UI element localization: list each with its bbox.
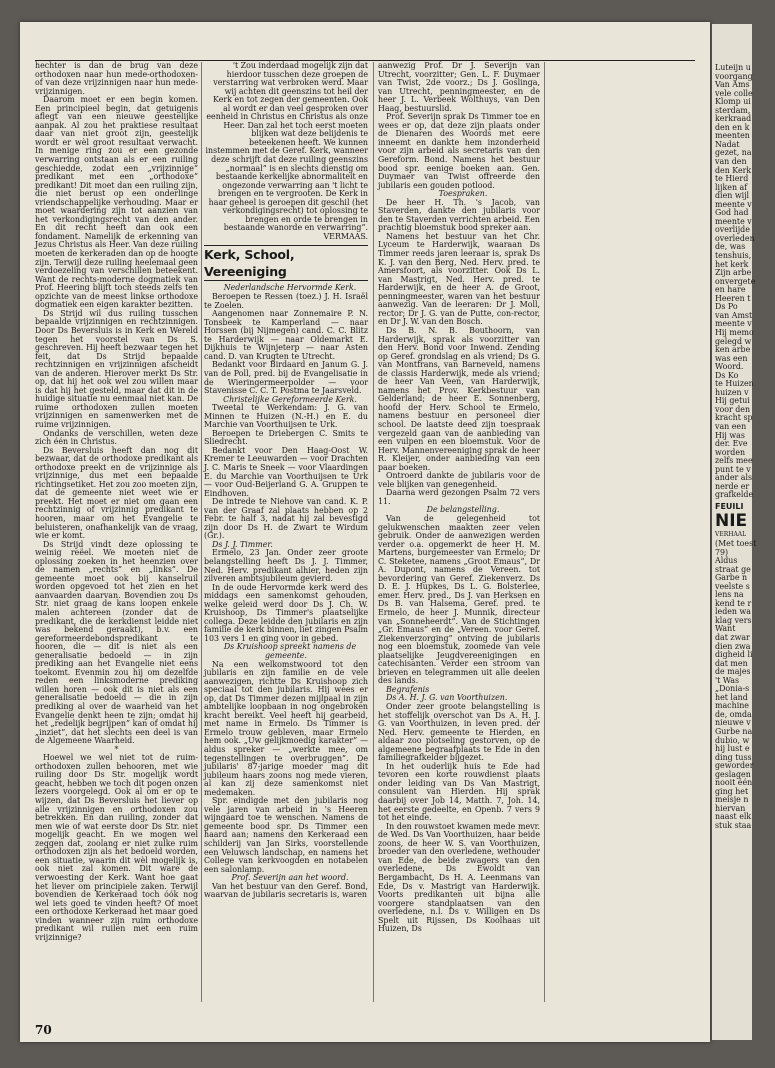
paragraph: In den rouwstoet kwamen mede mevr. de Wed. Ds Van Voorthuizen, haar beide zoons, de heer W. S. van Voorthuizen, broeder van den overledene, wethouder van Ede, de beide zwagers van den overledene, Ds Ewoldt van Bergambacht, Ds H. A. Leenmans van Ede, Ds v. Mastrigt van Harderwijk. Voorts predikanten uit bijna alle voorgere standplaatsen van den overledene, n.l. Ds v. Willigen en Ds Spelt uit Rijssen, Ds Koolhaas uit Huizen, Ds: [378, 821, 540, 934]
text-line: Want: [715, 624, 736, 634]
text-line: God had: [715, 208, 749, 218]
text-line: ding tuss: [715, 752, 752, 762]
paragraph: De heer H. Th. 's Jacob, van Staverden, dankte den jubilaris voor den te Staverden verrichten arbeid. Een prachtig bloemstuk bood spreker aan.: [378, 197, 540, 233]
paragraph: Bedankt voor Den Haag-Oost W. Kremer te Leeuwarden — voor Drachten J. C. Maris te Sneek — voor Vlaardingen E. du Marchie van Voorthuijsen te Urk — voor Oud-Beijerland G. A. Gruppen te Eindhoven.: [204, 445, 368, 498]
text-line: ander als: [715, 473, 753, 483]
text-line: huizen v: [715, 387, 749, 397]
column-divider: [201, 62, 202, 1002]
text-line: dat zwar: [715, 633, 750, 642]
text-line: worden: [715, 447, 746, 457]
column-divider: [373, 62, 374, 1002]
adjacent-page-edge: [712, 24, 757, 1040]
text-line: overleden: [715, 233, 755, 243]
text-line: onvergete: [715, 276, 756, 286]
text-line: vele colle: [715, 88, 753, 98]
paragraph: 't Zou inderdaad mogelijk zijn dat hierdoor tusschen deze groepen de verstarring wat verbroken werd. Maar wij achten dit geenszins tot heil der Kerk en tot zegen der gemeenten. Ook al wordt er dan veel gesproken over eenheid in Christus en Christus als onze Heer. Dan zal het toch eerst moeten blijken wat deze belijdenis te beteekenen heeft. We kunnen instemmen met de Geref. Kerk, wanneer deze schrijft dat deze ruiling geenszins „normaal” is en slechts dienstig om bestaande kerkelijke abnormaliteit en ongezonde verwarring aan 't licht te brengen en te vergrooten. De Kerk in haar geheel is geroepen dit geschil (het verkondigingsrecht) tot oplossing te brengen en orde te brengen in bestaande wanorde en verwarring”. VERMAAS.: [205, 61, 368, 241]
column-1: [35, 62, 198, 992]
text-line: Ds Po: [715, 302, 738, 312]
section-heading: Kerk, School, Vereeniging: [204, 245, 368, 281]
paragraph: Daarna werd gezongen Psalm 72 vers 11.: [378, 488, 540, 506]
paragraph: Prof. Severijn aan het woord.: [231, 873, 349, 883]
text-line: Ds Ko: [715, 370, 739, 380]
text-line: Luteijn u: [715, 63, 751, 72]
paragraph: Onder zeer groote belangstelling is het stoffelijk overschot van Ds A. H. J. G. van Voorthuizen, in leven pred. der Ned. Herv. gemeente te Hierden, en aldaar zoo plotseling gestorven, op de algemeene begraafplaats te Ede in den familiegrafkelder bijgezet.: [378, 702, 540, 763]
text-line: van Amst: [715, 310, 753, 320]
paragraph: Ds Kruishoop spreekt namens de gemeente.: [223, 642, 357, 660]
text-line: dat men: [715, 658, 748, 668]
text-line: nerde er: [715, 481, 750, 491]
feuilleton-label: FEUILI: [715, 501, 744, 511]
text-line: lens na: [715, 590, 744, 600]
text-line: machine: [715, 701, 749, 711]
paragraph: Ds A. H. J. G. van Voorthuizen.: [386, 693, 508, 703]
text-line: ging het: [715, 786, 749, 796]
paragraph: Begrafenis: [386, 684, 430, 694]
newspaper-page: [20, 22, 710, 1042]
text-line: Woord.: [715, 362, 744, 372]
text-line: meente v: [715, 319, 752, 329]
column-2: [204, 62, 368, 992]
column-3: [378, 62, 540, 992]
text-line: voorgang: [715, 71, 753, 81]
text-line: straat ge: [715, 564, 751, 574]
paragraph: Hoewel we wel niet tot de ruim-orthodoxen zullen behooren, met wie ruiling door Ds Str. mogelijk wordt geacht, hebben we toch dit pogen onzen lezers voorgelegd. Ook al om er op te wijzen, dat Ds Beversluis het liever op alle vrijzinnigen en orthodoxen zou betrekken. En dan ruiling, zonder dat men wie of wat eerste door Ds Str. niet mogelijk geacht. En we mogen wel zeggen dat, zoolang er niet zulke ruim orthodoxen zijn als het bedoeld worden, een situatie, waarin dit wèl mogelijk is, ook niet zal komen. Dit ware de verwoesting der Kerk. Want hoe gaat het liever om principiele zaken. Terwijl bovendien de Kerkeraad toch óók nog wel iets goed te vinden heeft? Of moet een orthodoxe Kerkeraad het maar goed vinden wanneer zijn ruim orthodoxe predikant wil ruilen met een ruim vrijzinnige?: [35, 753, 198, 942]
text-line: tenshuis,: [715, 251, 752, 261]
text-line: kend te r: [715, 598, 752, 608]
paragraph: Spr. eindigde met den jubilaris nog vele jaren van arbeid in 's Heeren wijngaard toe te wenschen. Namens de gemeente bood spr. Ds Timmer een haard aan; namens den Kerkeraad een schilderij van Jan Sirks, voorstellende een Veluwsch landschap, en namens het College van kerkvoogden en notabelen een salonlamp.: [204, 796, 368, 874]
paragraph: Beroepen te Ressen (toez.) J. H. Israël te Zoelen.: [204, 292, 368, 310]
paragraph: Bedankt voor Birdaard en Janum G. J. van de Poll, pred. bij de Evangelisatie in de Wieringermeerpolder — voor Stavenisse C. C. T. Postma te Jaarsveld.: [204, 360, 368, 396]
text-line: kracht sp: [715, 413, 753, 423]
text-line: leden wa: [715, 607, 751, 617]
paragraph: Ds Beversluis heeft dan nog dit bezwaar, dat de orthodoxe predikant als orthodoxe preekt en de vrijzinnige als vrijzinnige, dus met een bepaalde richtingsetiket. Het zou zoo moeten zijn, dat de gemeente niet weet wie er preekt. Het moet er niet om gaan een rechtzinnig of vrijzinnig predikant te hooren, maar om het Evangelie te beluisteren, onafhankelijk van de vraag, wie er komt.: [35, 445, 198, 541]
text-line: Nadat: [715, 139, 740, 149]
column-divider: [544, 62, 545, 1002]
paragraph: In het ouderlijk huis te Ede had tevoren een korte rouwdienst plaats onder leiding van Ds Van Mastrigt, consulent van Hierden. Hij sprak daarbij over Job 14, Matth. 7, Joh. 14, het eerste gedeelte, en Openb. 7 vers 9 tot het einde.: [378, 761, 540, 823]
text-line: Garbe n: [715, 573, 748, 583]
text-line: hiervan: [715, 803, 746, 813]
paragraph: hechter is dan de brug van deze orthodoxen naar hun mede-orthodoxen-of van deze vrijzinnigen naar hun mede-vrijzinnigen.: [35, 61, 198, 96]
text-line: Heeren t: [715, 293, 751, 303]
text-line: kerkraad: [715, 114, 752, 124]
paragraph: aanwezig Prof. Dr J. Severijn van Utrecht, voorzitter; Gen. L. F. Duymaer van Twist, 2de voorz.; Ds J. Goslinga, van Utrecht, penningmeester, en de heer J. L. Verbeek Wolthuys, van Den Haag, bestuurslid.: [378, 61, 540, 113]
text-line: Hij was: [715, 430, 745, 440]
text-line: overlijde: [715, 225, 750, 235]
text-line: naast elk: [715, 812, 752, 822]
paragraph: Ds B. N. B. Bouthoorn, van Harderwijk, sprak als voorzitter van den Herv. Bond voor Inwend. Zending op Geref. grondslag en als vriend; Ds G. van Montfrans, van Barneveld, namens de classis Harderwijk, mede als vriend; de heer Van Veen, van Harderwijk, namens het Prov. Kerkbestuur van Gelderland; de heer E. Sonnenberg, hoofd der Herv. School te Ermelo, namens bestuur en personeel dier school. De laatste deed zijn toespraak vergezeld gaan van de aanbieding van een vulpen en een bloemstuk. Voor de Herv. Mannenvereeniging sprak de heer R. Kleijer, onder aanbieding van een paar boeken.: [378, 325, 540, 472]
paragraph: Toespraken.: [438, 189, 488, 199]
text-line: dien zwa: [715, 641, 751, 651]
text-line: voor den: [715, 404, 751, 414]
text-line: van den: [715, 157, 747, 167]
paragraph: Na een welkomstwoord tot den jubilaris en zijn familie en de vele aanwezigen, richtte Ds Kruishoop zich speciaal tot den jubilaris. Hij wees er op, dat Ds Timmer dezen mijlpaal in zijn ambtelijke loopbaan in nog ongebroken kracht bereikt. Veel heeft hij gearbeid, met name in Ermelo. Ds Timmer is Ermelo trouw gebleven, maar Ermelo hem ook. „Uw gelijkmoedig karakter” — aldus spreker — „werkte mee, om tegenstellingen te overbruggen”. De jubilaris' 87-jarige moeder mag dit jubileum haars zoons nog mede vieren, al kan zij deze samenkomst niet medemaken.: [204, 659, 368, 797]
text-line: en hare: [715, 285, 746, 295]
text-line: den Kerk: [715, 165, 752, 175]
paragraph: Van de gelegenheid tot gelukwenschen maakten zeer velen gebruik. Onder de aanwezigen werden verder o.a. opgemerkt de heer H. M. Martens, burgemeester van Ermelo; Dr C. Steketee, namens „Groot Emaus”, Dr A. Dupont, namens de Vereen. tot bevordering van Geref. Ziekenverz. Ds D. E. J. Hupkes, Ds L. G. Bolsterlee, emer. Herv. pred., Ds J. van Herksen en Ds B. van Halsema, Geref. pred. te Ermelo, de heer J. Munnik, directeur van „Sonneheerdt”. Van de Stichtingen „Gr. Emaus” en de „Vereen. voor Geref. Ziekenverzorging” ontving de jubilaris nog een bloemstuk, zoomede van vele plaatselijke Jeugdvereenigingen en catechisanten. Verder een stroom van brieven en telegrammen uit alle deelen des lands.: [378, 513, 540, 686]
text-line: klag vers: [715, 615, 752, 625]
paragraph: Beroepen te Driebergen C. Smits te Sliedrecht.: [204, 428, 368, 447]
text-line: lijken af: [715, 182, 748, 192]
text-line: (Met toest: [715, 538, 757, 548]
paragraph: Aangenomen naar Zonnemaire P. N. Tonsbeek te Kamperland — naar Horssen (bij Nijmegen) cand. C. C. Blitz te Harderwijk — naar Oldemarkt E. Dijkhuis te Wijnjeterp — naar Asten cand. D. van Krugten te Utrecht.: [204, 309, 368, 361]
text-line: sterdam,: [715, 105, 751, 115]
text-line: digheid li: [715, 650, 753, 660]
text-line: de, omda: [715, 709, 752, 719]
text-line: meenten: [715, 131, 750, 141]
text-line: het kerk: [715, 259, 749, 269]
text-line: der. Eve: [715, 439, 748, 449]
text-line: 't Was: [715, 675, 740, 685]
paragraph: De belangstelling.: [426, 505, 500, 515]
text-line: punt te v: [715, 464, 751, 474]
paragraph: Ds Strijd vindt deze oplossing te weinig reëel. We moeten niet de oplossing zoeken in het heenzien over de namen „rechts” en „links”. De gemeente moet ook bij kanselruil worden opgevoed tot het zien en het aanvaarden daarvan. Bovendien zou Ds Str. niet graag de kans loopen enkele malen achtereen (zonder dat de predikant, die de kerkdienst leidde niet was bekend geraakt), b.v. een gereformeerdebondspredikant te hooren, die — dit is niet als een generalisatie bedoeld — in zijn prediking aan het Evangelie niet eens toekomt. Evenmin zou hij om dezelfde reden een linksmoderne prediking willen horen — ook dit is niet als een generalisatie bedoeld — die in zijn prediking al over de waarheid van het Evangelie denkt heen te zijn; omdat hij het „redelijk begrijpen” kan of omdat hij „inziet”, dat het slechts een deel is van de Algemeene Waarheid.: [35, 539, 198, 746]
text-line: geworder: [715, 761, 754, 771]
text-line: den en k: [715, 122, 750, 132]
paragraph: Namens het bestuur van het Chr. Lyceum te Harderwijk, waaraan Ds Timmer reeds jaren leeraar is, sprak Ds K. J. van den Berg, Ned. Herv. pred. te Amersfoort, als voorzitter. Ook Ds L. van Mastrigt, Ned. Herv. pred. te Harderwijk, en de heer A. de Groot, penningmeester, waren van het bestuur aanwezig. Van de leeraren: Dr J. Moll, rector; Dr J. G. van de Putte, con-rector, en Dr J. W. van den Bosch.: [378, 231, 540, 327]
paragraph: Nederlandsche Hervormde Kerk.: [223, 283, 357, 293]
text-line: Klomp ui: [715, 97, 751, 107]
text-line: het land: [715, 692, 748, 702]
paragraph: Christelijke Gereformeerde Kerk.: [223, 394, 357, 404]
serial-subtitle: VERHAAL: [715, 531, 747, 539]
paragraph: Ds J. J. Timmer.: [212, 539, 273, 549]
text-line: meisje n: [715, 795, 749, 805]
paragraph: De intrede te Niehove van cand. K. P. van der Graaf zal plaats hebben op 2 Febr. te half 3, nadat hij zal bevestigd zijn door Ds H. de Zwart te Wirdum (Gr.).: [204, 497, 368, 541]
text-line: Zijn arbe: [715, 268, 752, 278]
text-line: was een: [715, 353, 748, 363]
serial-title: NIE: [715, 511, 748, 532]
text-line: meente v: [715, 199, 752, 209]
paragraph: Van het bestuur van den Geref. Bond, waarvan de jubilaris secretaris is, waren: [204, 881, 368, 900]
text-line: Van Ams: [715, 80, 750, 90]
text-line: veelste s: [715, 581, 750, 591]
text-line: Aldus: [715, 556, 738, 566]
paragraph: Ontroerd dankte de jubilaris voor de vele blijken van genegenheid.: [378, 471, 540, 489]
text-line: de majes: [715, 667, 751, 677]
text-line: de, was: [715, 242, 746, 252]
paragraph: Ds Strijd wil dus ruiling tusschen bepaalde vrijzinnigen en rechtzinnigen. Door Ds Beversluis is in Kerk en Wereld tegen het voorstel van Ds S. geschreven. Hij heeft bezwaar tegen het feit, dat Ds Strijd bepaalde rechtzinnigen en vrijzinnigen afscheidt van de anderen. Hierover merkt Ds Str. op, dat hij het ook wel zou willen maar is dat hij het gesteld, maar dat dit in de huidige situatie nu eenmaal niet kan. De ruime orthodoxen zullen moeten vrijzinnigen en samenwerken met de ruime vrijzinnigen.: [35, 308, 198, 429]
paragraph: Ondanks de verschillen, weten deze zich één in Christus.: [35, 428, 198, 447]
text-line: Gurbe na: [715, 727, 753, 737]
paragraph: Ermelo, 23 Jan. Onder zeer groote belangstelling heeft Ds J. J. Timmer, Ned. Herv. predikant alhier, heden zijn zilveren ambtsjubileum gevierd.: [204, 548, 368, 584]
text-line: gezet, na: [715, 148, 752, 158]
text-line: dien wijl: [715, 191, 750, 201]
text-line: hij lust e: [715, 744, 750, 754]
text-line: te Hierd: [715, 174, 749, 184]
text-line: dubio, w: [715, 735, 750, 745]
text-line: nooit één: [715, 778, 753, 788]
column-4-fragment: [715, 64, 775, 831]
paragraph: Prof. Severijn sprak Ds Timmer toe en wees er op, dat deze zijn plaats onder de Dienaren des Woords met eere inneemt en dankte hem inzonderheid voor zijn arbeid als secretaris van den Gereform. Bond. Namens het bestuur bood spr. eenige boeken aan. Gen. Duymaer van Twist offreerde den jubilaris een gouden potlood.: [378, 112, 540, 190]
text-line: van een: [715, 421, 747, 431]
paragraph: In de oude Hervormde kerk werd des middags een samenkomst gehouden, welke geleid werd door Ds J. Ch. W. Kruishoop, Ds Timmer's plaatselijke collega. Deze leidde den jubilaris en zijn familie de kerk binnen, liet zingen Psalm 103 vers 1 en ging voor in gebed.: [204, 582, 368, 643]
paragraph: *: [114, 744, 119, 754]
text-line: ken arbe: [715, 345, 751, 355]
page-number: 70: [35, 1023, 52, 1037]
text-line: gelegd w: [715, 336, 752, 346]
text-line: „Donia-s: [715, 684, 750, 694]
text-line: meente v: [715, 216, 752, 226]
text-line: nieuwe v: [715, 718, 751, 728]
paragraph: Daarom moet er een begin komen. Een principieel begin, dat getuigenis aflegt van een nieuwe geestelijke aanpak. Al zou het praktiese resultaat daar van niet groot zijn, geestelijk wordt er wèl groot resultaat verwacht. In menige ring zou er een gezonde verwarring ontstaan als er een ruiling geschiedde, zodat een „vrijzinnige” predikant met een „orthodoxe” predikant! Dit moet dan een ruiling zijn, die niet berust op een onderlinge vriendschappelijke verhouding. Maar er moet waardering zijn tot aanzien van het verkondigingsrecht van den ander. En dit recht heeft dan ook een fondament. Namelijk de erkenning van Jezus Christus als Heer. Van deze ruiling moeten de kerkeraden dan op de hoogte zijn. Terwijl deze ruiling heelemaal geen verdoezeling van verschillen beteekent. Want de rechts-moderne dogmatiek van Prof. Heering blijft toch steeds zelfs ten opzichte van de meest linkse orthodoxe dogmatiek een eigen karakter bezitten.: [35, 95, 198, 310]
text-line: te Huizen: [715, 379, 754, 389]
text-line: geslagen: [715, 769, 751, 779]
text-line: zelfs mee: [715, 456, 753, 466]
text-line: Hij getui: [715, 396, 750, 406]
text-line: grafkelde: [715, 490, 754, 500]
text-line: Hij memo: [715, 327, 754, 337]
text-line: 79): [715, 547, 729, 557]
text-line: stuk staa: [715, 821, 752, 831]
paragraph: Tweetal te Werkendam: J. G. van Minnen te Huizen (N.-H.) en E. du Marchie van Voorthuijsen te Urk.: [204, 403, 368, 430]
